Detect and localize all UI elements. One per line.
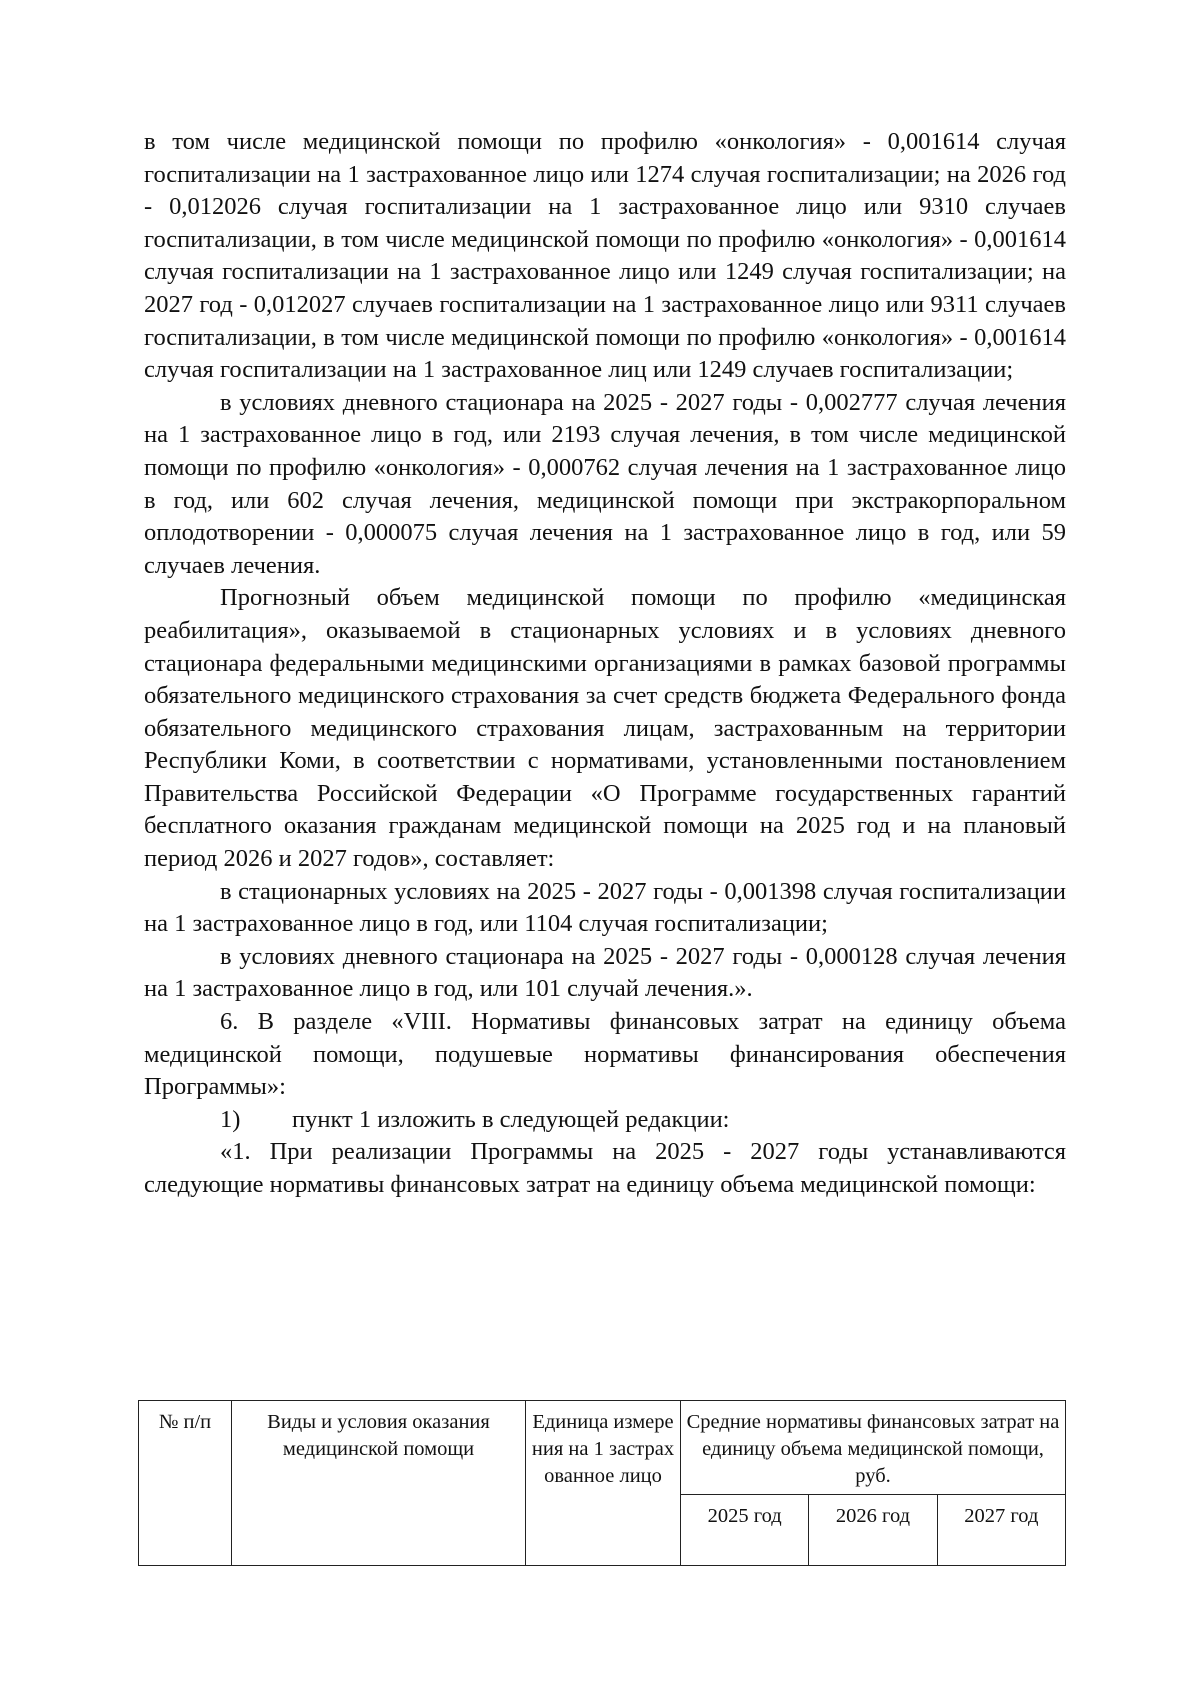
- document-body: [144, 126, 1066, 1202]
- header-unit-text: Единица измерения на 1 застрахованное лицо: [531, 1411, 675, 1487]
- header-unit: [526, 1401, 681, 1566]
- paragraph-day-hospital-rehab: в условиях дневного стационара на 2025 - 2027 годы - 0,000128 случая лечения на 1 застрахованное лицо в год, или 101 случай лечения.».: [144, 942, 1066, 1003]
- table-header-row: [139, 1401, 1066, 1495]
- list-item-text: пункт 1 изложить в следующей редакции:: [292, 1105, 730, 1133]
- header-number: № п/п: [139, 1401, 232, 1566]
- list-item: [144, 1104, 1066, 1137]
- header-norms: Средние нормативы финансовых затрат на единицу объема медицинской помощи, руб.: [681, 1401, 1066, 1495]
- list-item-number: 1): [220, 1105, 241, 1133]
- header-type: Виды и условия оказания медицинской помощи: [232, 1401, 526, 1566]
- paragraph-oncology-hospitalization: в том числе медицинской помощи по профилю «онкология» - 0,001614 случая госпитализации на 1 застрахованное лицо или 1274 случая госпитализации; на 2026 год - 0,012026 случая госпитализации на 1 застрахованное лицо или 9310 случаев госпитализации, в том числе медицинской помощи по профилю «онкология» - 0,001614 случая госпитализации на 1 застрахованное лицо или 1249 случая госпитализации; на 2027 год - 0,012027 случаев госпитализации на 1 застрахованное лицо или 9311 случаев госпитализации, в том числе медицинской помощи по профилю «онкология» - 0,001614 случая госпитализации на 1 застрахованное лиц или 1249 случаев госпитализации;: [144, 128, 1066, 384]
- header-year-2027: 2027 год: [937, 1495, 1065, 1566]
- paragraph-point-1: «1. При реализации Программы на 2025 - 2027 годы устанавливаются следующие нормативы финансовых затрат на единицу объема медицинской помощи:: [144, 1138, 1066, 1198]
- paragraph-inpatient-conditions: в стационарных условиях на 2025 - 2027 годы - 0,001398 случая госпитализации на 1 застрахованное лицо в год, или 1104 случая госпитализации;: [144, 877, 1066, 938]
- paragraph-day-hospital: в условиях дневного стационара на 2025 - 2027 годы - 0,002777 случая лечения на 1 застрахованное лицо в год, или 2193 случая лечения, в том числе медицинской помощи по профилю «онкология» - 0,000762 случая лечения на 1 застрахованное лицо в год, или 602 случая лечения, медицинской помощи при экстракорпоральном оплодотворении - 0,000075 случая лечения на 1 застрахованное лицо в год, или 59 случаев лечения.: [144, 388, 1066, 579]
- header-year-2025: 2025 год: [681, 1495, 809, 1566]
- header-year-2026: 2026 год: [809, 1495, 937, 1566]
- paragraph-section-viii: 6. В разделе «VIII. Нормативы финансовых затрат на единицу объема медицинской помощи, подушевые нормативы финансирования обеспечения Программы»:: [144, 1008, 1066, 1101]
- paragraph-rehabilitation-forecast: Прогнозный объем медицинской помощи по профилю «медицинская реабилитация», оказываемой в стационарных условиях и в условиях дневного стационара федеральными медицинскими организациями в рамках базовой программы обязательного медицинского страхования за счет средств бюджета Федерального фонда обязательного медицинского страхования лицам, застрахованным на территории Республики Коми, в соответствии с нормативами, установленными постановлением Правительства Российской Федерации «О Программе государственных гарантий бесплатного оказания гражданам медицинской помощи на 2025 год и на плановый период 2026 и 2027 годов», составляет:: [144, 584, 1066, 873]
- norms-table: [138, 1400, 1066, 1566]
